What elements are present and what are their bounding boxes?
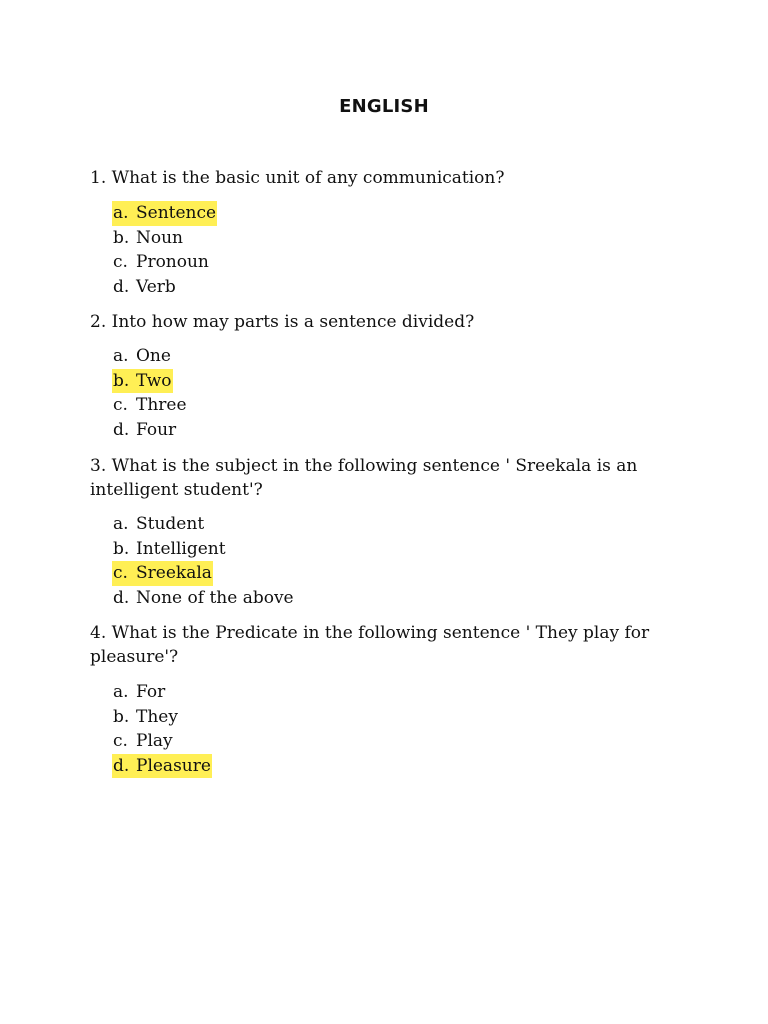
option-letter: b. <box>113 370 130 391</box>
question-1: 1. What is the basic unit of any communication? <box>90 168 505 188</box>
option-text: One <box>136 346 171 366</box>
option-text: Pleasure <box>136 755 211 776</box>
option-3c <box>112 561 295 586</box>
page-title: ENGLISH <box>339 96 429 117</box>
option-text: Four <box>136 419 177 440</box>
option-letter: a. <box>113 682 129 702</box>
option-letter: c. <box>113 252 128 272</box>
answer-highlight <box>112 369 173 394</box>
answer-highlight <box>112 561 213 586</box>
option-letter: d. <box>113 587 130 608</box>
option-3b <box>112 537 295 562</box>
option-text: Play <box>136 731 173 751</box>
answer-highlight <box>112 754 212 779</box>
option-text: Noun <box>136 227 184 248</box>
question-3: 3. What is the subject in the following sentence ' Sreekala is an intelligent student'? <box>90 456 638 500</box>
option-letter: b. <box>113 538 130 559</box>
option-2d <box>112 418 188 443</box>
option-1b <box>112 226 217 251</box>
option-letter: a. <box>113 514 129 534</box>
option-text: Sentence <box>136 203 217 223</box>
option-2b <box>112 369 188 394</box>
option-text: Two <box>136 370 172 391</box>
option-2a <box>112 344 188 369</box>
option-letter: d. <box>113 276 130 297</box>
question-4: 4. What is the Predicate in the following sentence ' They play for pleasure'? <box>90 623 650 667</box>
option-3d <box>112 586 295 611</box>
option-text: Intelligent <box>136 538 226 559</box>
option-letter: b. <box>113 706 130 727</box>
option-3a <box>112 512 295 537</box>
options-list-2 <box>112 344 188 442</box>
option-text: Sreekala <box>136 563 212 583</box>
question-2: 2. Into how may parts is a sentence divided? <box>90 312 475 332</box>
option-4a <box>112 680 212 705</box>
option-4d <box>112 754 212 779</box>
options-list-3 <box>112 512 295 610</box>
option-letter: c. <box>113 563 128 583</box>
option-4c <box>112 729 212 754</box>
option-4b <box>112 705 212 730</box>
option-text: Student <box>136 514 205 534</box>
option-1a <box>112 201 217 226</box>
option-text: For <box>136 682 166 702</box>
option-letter: d. <box>113 755 130 776</box>
option-1d <box>112 275 217 300</box>
option-1c <box>112 250 217 275</box>
option-letter: a. <box>113 203 129 223</box>
options-list-4 <box>112 680 212 778</box>
answer-highlight <box>112 201 217 226</box>
option-letter: c. <box>113 395 128 415</box>
option-letter: b. <box>113 227 130 248</box>
option-letter: d. <box>113 419 130 440</box>
option-text: They <box>136 706 178 727</box>
options-list-1 <box>112 201 217 299</box>
option-text: None of the above <box>136 587 294 608</box>
option-letter: a. <box>113 346 129 366</box>
option-text: Verb <box>136 276 176 297</box>
option-text: Pronoun <box>136 252 209 272</box>
option-2c <box>112 393 188 418</box>
option-text: Three <box>136 395 187 415</box>
option-letter: c. <box>113 731 128 751</box>
